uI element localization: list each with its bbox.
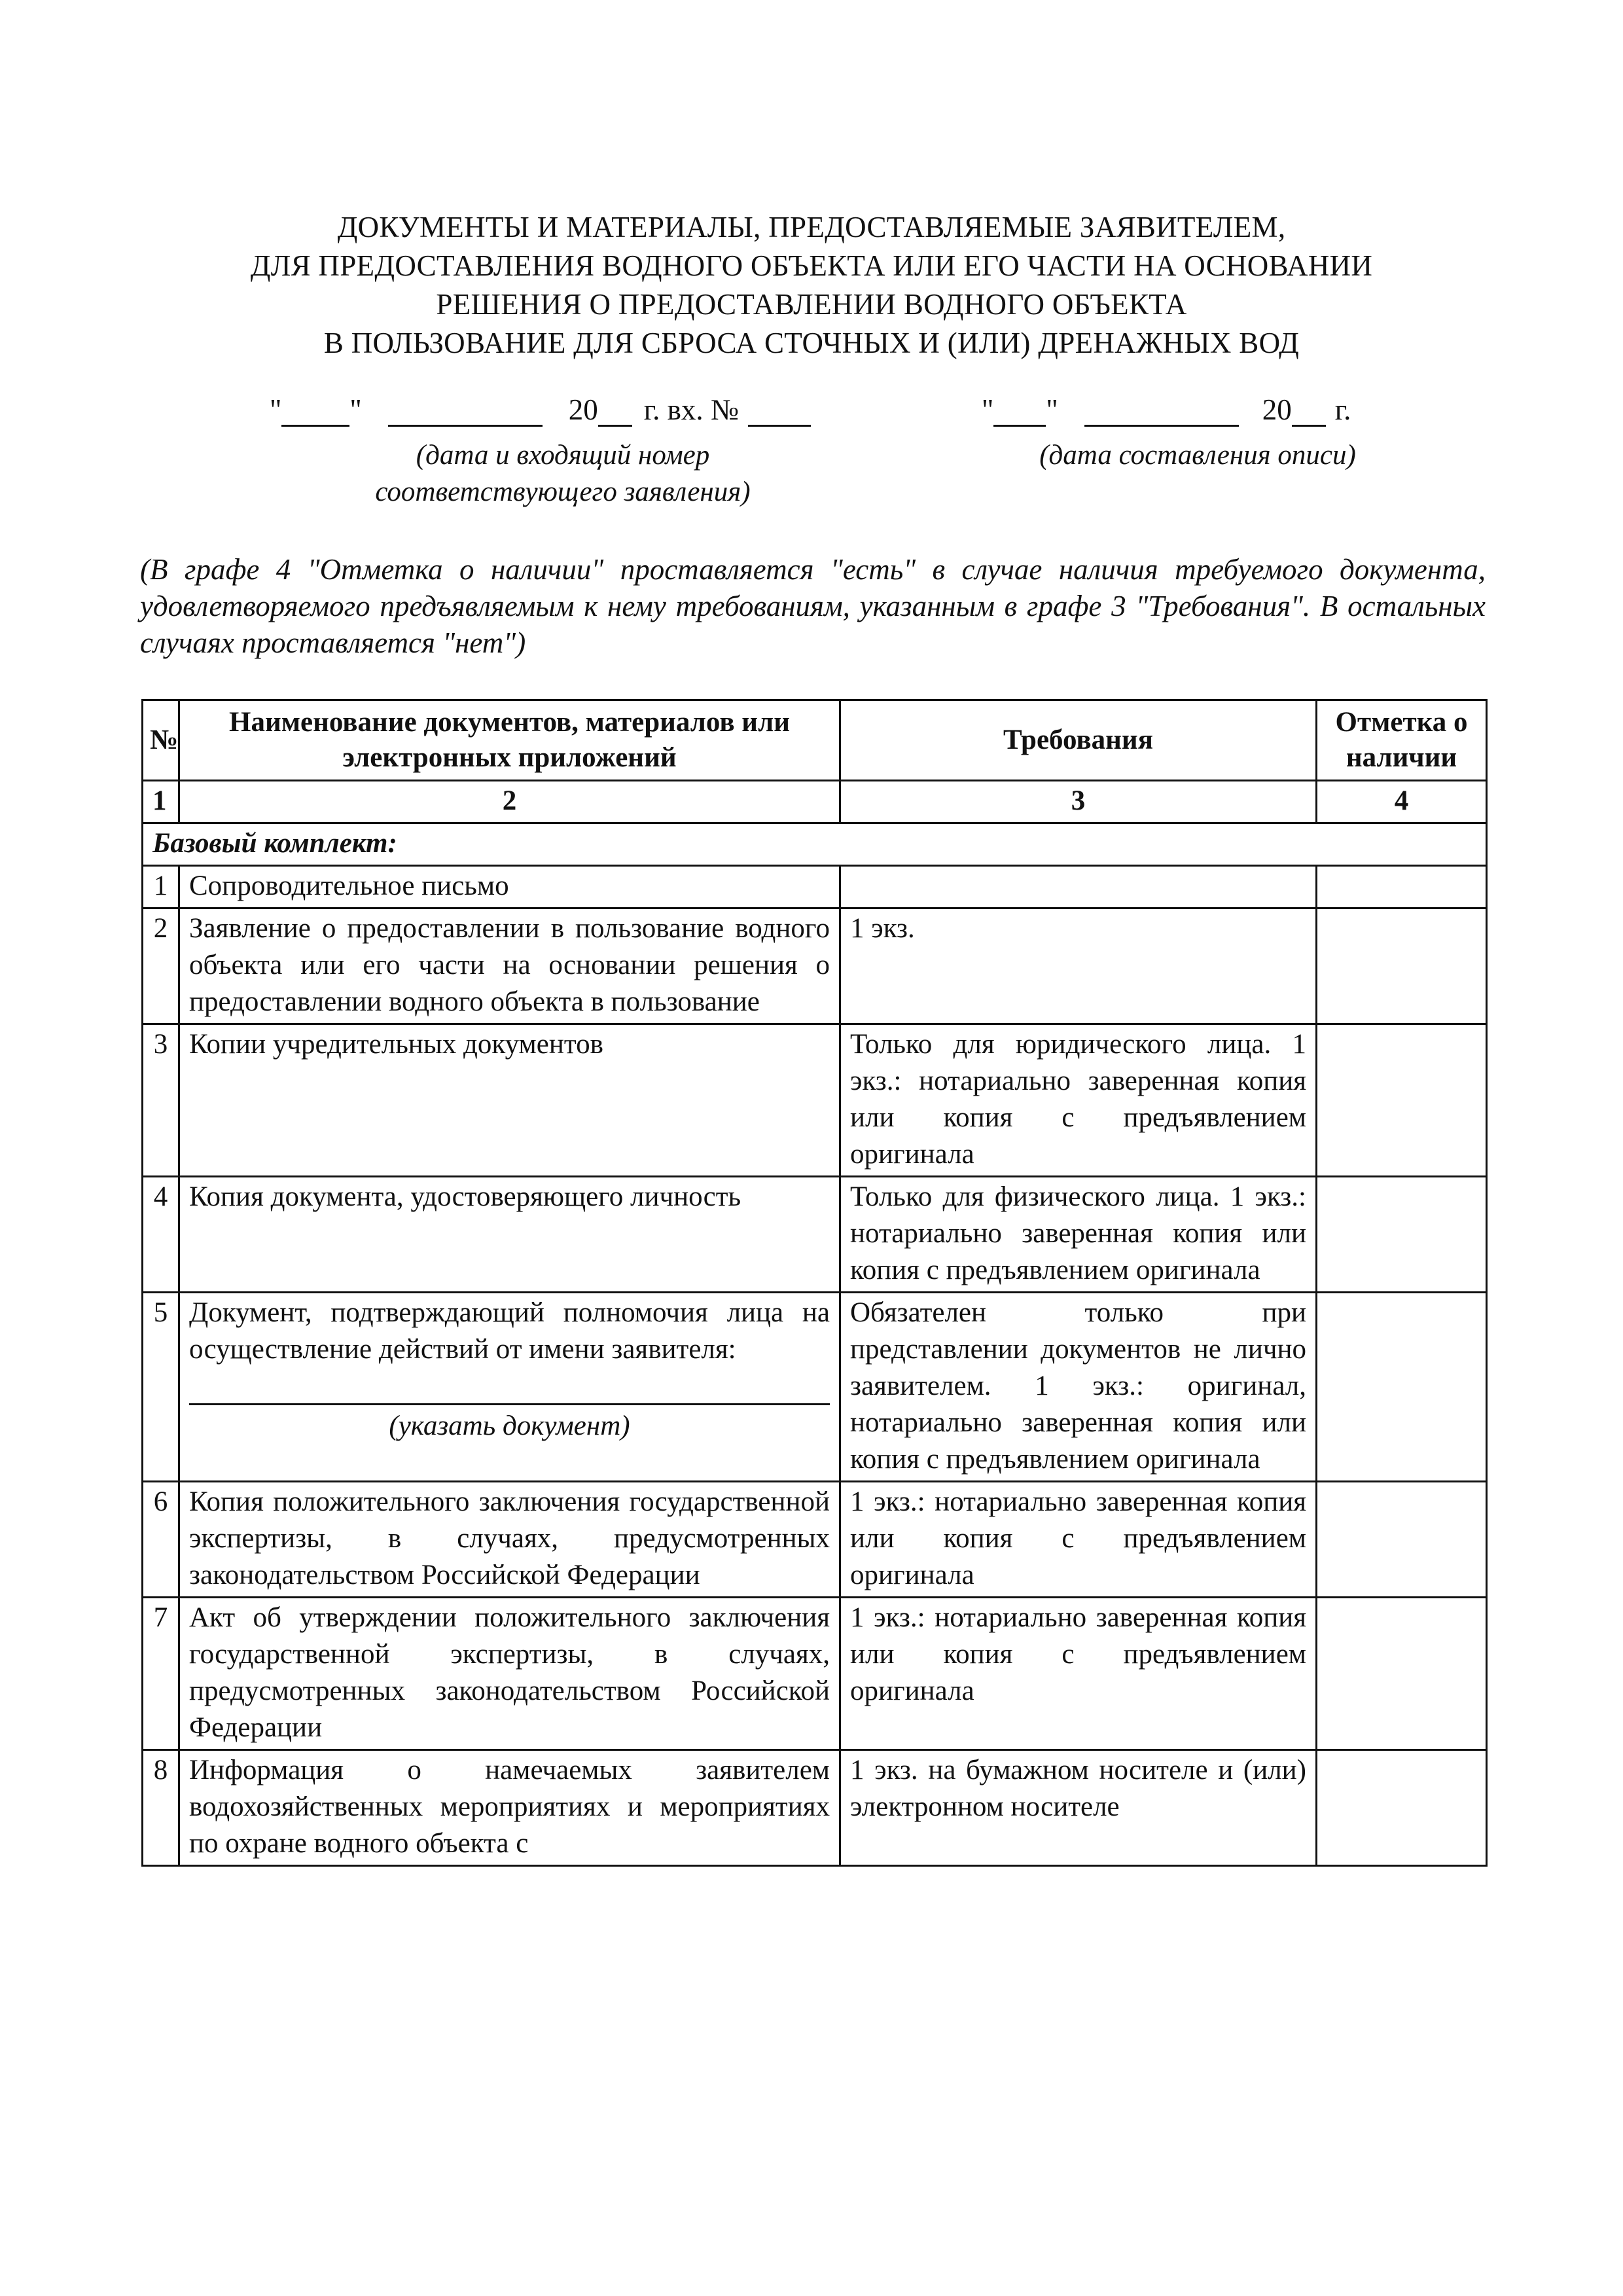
incoming-year-blank[interactable] (598, 396, 632, 427)
section-label: Базовый комплект: (143, 823, 1487, 866)
incoming-date-line (270, 393, 811, 427)
row-number: 7 (143, 1598, 179, 1750)
header-num: № (143, 700, 179, 781)
row-requirements: 1 экз. на бумажном носителе и (или) электронном носителе (840, 1750, 1317, 1866)
table-row (143, 1024, 1487, 1177)
row-mark-cell[interactable] (1317, 866, 1487, 908)
row-mark-cell[interactable] (1317, 1750, 1487, 1866)
document-name-caption: (указать документ) (389, 1410, 630, 1441)
table-row (143, 1293, 1487, 1482)
row-mark-cell[interactable] (1317, 1482, 1487, 1598)
table-row (143, 866, 1487, 908)
row-number: 4 (143, 1177, 179, 1293)
row-requirements (840, 866, 1317, 908)
quote-open: " (982, 393, 994, 426)
header-mark: Отметка о наличии (1317, 700, 1487, 781)
row-number: 2 (143, 908, 179, 1024)
row-number: 1 (143, 866, 179, 908)
documents-table (141, 699, 1488, 1867)
title-line-3: РЕШЕНИЯ О ПРЕДОСТАВЛЕНИИ ВОДНОГО ОБЪЕКТА (436, 288, 1187, 321)
incoming-number-label: г. вх. № (643, 393, 739, 426)
table-header-row (143, 700, 1487, 781)
row-name: Документ, подтверждающий полномочия лица на осуществление действий от имени заявителя: (189, 1297, 830, 1365)
incoming-month-blank[interactable] (388, 396, 543, 427)
col-number: 4 (1317, 781, 1487, 823)
title-line-2: ДЛЯ ПРЕДОСТАВЛЕНИЯ ВОДНОГО ОБЪЕКТА ИЛИ ЕГО ЧАСТИ НА ОСНОВАНИИ (250, 249, 1373, 282)
row-name: Сопроводительное письмо (179, 866, 840, 908)
quote-open: " (270, 393, 282, 426)
incoming-day-blank[interactable] (281, 396, 349, 427)
row-name: Информация о намечаемых заявителем водохозяйственных мероприятиях и мероприятиях по охране водного объекта с (179, 1750, 840, 1866)
row-mark-cell[interactable] (1317, 1177, 1487, 1293)
row-number: 6 (143, 1482, 179, 1598)
table-row (143, 908, 1487, 1024)
row-number: 8 (143, 1750, 179, 1866)
section-row (143, 823, 1487, 866)
document-title (131, 208, 1492, 363)
quote-close: " (349, 393, 362, 426)
title-line-4: В ПОЛЬЗОВАНИЕ ДЛЯ СБРОСА СТОЧНЫХ И (ИЛИ) ДРЕНАЖНЫХ ВОД (323, 327, 1300, 359)
inventory-day-blank[interactable] (993, 396, 1046, 427)
row-requirements: Только для юридического лица. 1 экз.: нотариально заверенная копия или копия с предъявлением оригинала (840, 1024, 1317, 1177)
row-number: 5 (143, 1293, 179, 1482)
col-number: 3 (840, 781, 1317, 823)
table-row (143, 1750, 1487, 1866)
document-name-blank[interactable] (189, 1399, 830, 1405)
col-number: 2 (179, 781, 840, 823)
year-prefix: 20 (568, 393, 598, 426)
instruction-note: (В графе 4 "Отметка о наличии" проставляется "есть" в случае наличия требуемого документа, удовлетворяемого предъявляемым к нему требованиям, указанным в графе 3 "Требования". В остальных случаях проставляется "нет") (140, 553, 1486, 659)
row-name-cell (179, 1293, 840, 1482)
col-number: 1 (143, 781, 179, 823)
inventory-caption: (дата составления описи) (1039, 440, 1356, 471)
title-line-1: ДОКУМЕНТЫ И МАТЕРИАЛЫ, ПРЕДОСТАВЛЯЕМЫЕ ЗАЯВИТЕЛЕМ, (337, 211, 1286, 243)
table-row (143, 1177, 1487, 1293)
row-mark-cell[interactable] (1317, 1024, 1487, 1177)
row-requirements: 1 экз.: нотариально заверенная копия или копия с предъявлением оригинала (840, 1598, 1317, 1750)
column-number-row (143, 781, 1487, 823)
row-name: Акт об утверждении положительного заключения государственной экспертизы, в случаях, предусмотренных законодательством Российской Федерации (179, 1598, 840, 1750)
inventory-month-blank[interactable] (1084, 396, 1239, 427)
incoming-number-blank[interactable] (748, 396, 811, 427)
inventory-date-line (982, 393, 1351, 427)
row-number: 3 (143, 1024, 179, 1177)
row-requirements: 1 экз.: нотариально заверенная копия или копия с предъявлением оригинала (840, 1482, 1317, 1598)
row-name: Заявление о предоставлении в пользование водного объекта или его части на основании решения о предоставлении водного объекта в пользование (179, 908, 840, 1024)
header-requirements: Требования (840, 700, 1317, 781)
incoming-caption: (дата и входящий номер соответствующего заявления) (375, 440, 751, 507)
row-name: Копия документа, удостоверяющего личность (179, 1177, 840, 1293)
year-prefix: 20 (1262, 393, 1292, 426)
row-name: Копия положительного заключения государственной экспертизы, в случаях, предусмотренных законодательством Российской Федерации (179, 1482, 840, 1598)
table-row (143, 1598, 1487, 1750)
row-name: Копии учредительных документов (179, 1024, 840, 1177)
row-requirements: Только для физического лица. 1 экз.: нотариально заверенная копия или копия с предъявлением оригинала (840, 1177, 1317, 1293)
row-mark-cell[interactable] (1317, 908, 1487, 1024)
row-requirements: 1 экз. (840, 908, 1317, 1024)
table-row (143, 1482, 1487, 1598)
row-mark-cell[interactable] (1317, 1598, 1487, 1750)
year-suffix: г. (1334, 393, 1351, 426)
row-mark-cell[interactable] (1317, 1293, 1487, 1482)
inventory-year-blank[interactable] (1292, 396, 1326, 427)
row-requirements: Обязателен только при представлении документов не лично заявителем. 1 экз.: оригинал, нотариально заверенная копия или копия с предъявлением оригинала (840, 1293, 1317, 1482)
quote-close: " (1046, 393, 1058, 426)
header-name: Наименование документов, материалов или электронных приложений (179, 700, 840, 781)
